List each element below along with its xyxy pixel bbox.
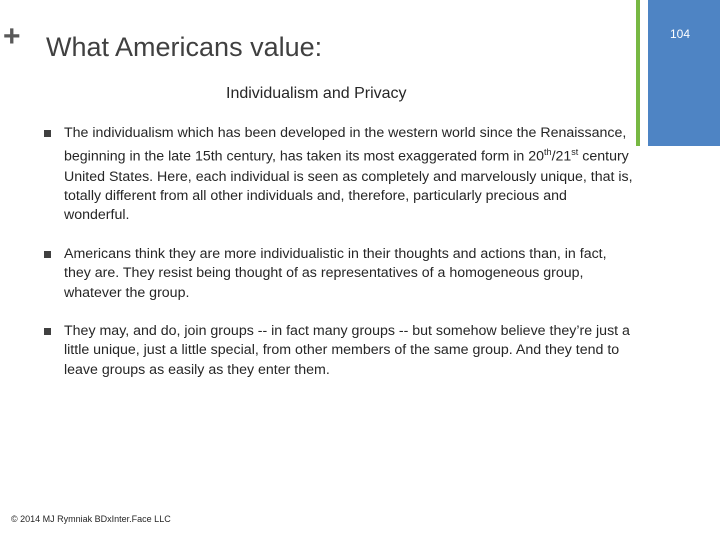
copyright-footer: © 2014 MJ Rymniak BDxInter.Face LLC — [11, 514, 171, 524]
bullet-text-part: century United States. Here, each individual is seen as completely and marvelously unique, that is, totally different from all other individuals and, therefore, particularly precious and wonderful. — [64, 149, 633, 224]
title-plus-mark: + — [3, 20, 21, 53]
bullet-text: They may, and do, join groups -- in fact many groups -- but somehow believe they’re just a little unique, just a little special, from other members of the same group. And they tend to leave groups as easily as they enter them. — [64, 322, 630, 378]
bullet-text-part: /21 — [551, 149, 572, 166]
slide-title: What Americans value: — [46, 32, 323, 62]
bullet-text-part: The individualism which has been developed in the western world since the Renaissance, beginning in the late 15th century, has taken its most exaggerated form in 20 — [64, 125, 627, 166]
bullet-superscript: th — [544, 147, 552, 158]
bullet-item-groups — [44, 322, 634, 380]
square-bullet-icon — [44, 328, 51, 335]
page-number-panel — [648, 0, 720, 146]
accent-bar — [636, 0, 640, 146]
bullet-item-self-perception — [44, 245, 634, 303]
bullet-superscript: st — [571, 147, 579, 158]
slide-subtitle: Individualism and Privacy — [226, 85, 407, 102]
bullet-text: Americans think they are more individualistic in their thoughts and actions than, in fact, they are. They resist being thought of as representatives of a homogeneous group, whatever the group. — [64, 245, 607, 301]
square-bullet-icon — [44, 130, 51, 137]
bullet-list — [44, 124, 634, 380]
square-bullet-icon — [44, 251, 51, 258]
bullet-item-individualism — [44, 124, 634, 226]
page-number: 104 — [669, 27, 691, 41]
